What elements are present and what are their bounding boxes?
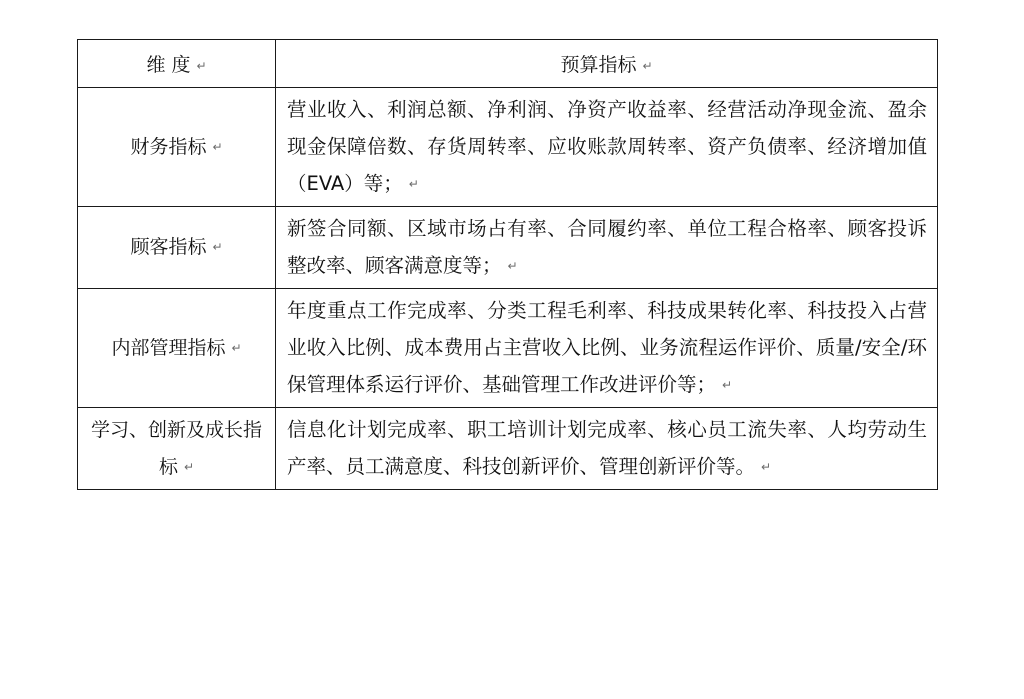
paragraph-mark-icon: ↵ [183, 459, 195, 474]
paragraph-mark-icon: ↵ [196, 58, 207, 73]
table-row-customer [78, 207, 938, 289]
paragraph-mark-icon: ↵ [761, 460, 772, 474]
indicator-text: 营业收入、利润总额、净利润、净资产收益率、经营活动净现金流、盈余现金保障倍数、存货周转率、应收账款周转率、资产负债率、经济增加值（EVA）等； [287, 98, 927, 195]
paragraph-mark-icon: ↵ [408, 177, 419, 191]
dimension-label: 内部管理指标 [111, 336, 226, 359]
paragraph-mark-icon: ↵ [231, 340, 242, 355]
header-dimension-text: 维 度 [146, 54, 191, 76]
table-row-finance [78, 88, 938, 207]
paragraph-mark-icon: ↵ [722, 378, 733, 392]
paragraph-mark-icon: ↵ [212, 139, 223, 154]
paragraph-mark-icon: ↵ [212, 240, 223, 254]
dimension-cell [78, 88, 276, 207]
table-row-internal [78, 289, 938, 408]
table-row-learning [78, 408, 938, 490]
indicator-cell [276, 408, 938, 490]
dimension-label: 财务指标 [130, 135, 207, 158]
indicator-text: 新签合同额、区域市场占有率、合同履约率、单位工程合格率、顾客投诉整改率、顾客满意度等； [287, 217, 927, 277]
paragraph-mark-icon: ↵ [642, 58, 653, 73]
header-dimension [78, 40, 276, 88]
budget-indicator-table [77, 39, 938, 490]
indicator-cell [276, 289, 938, 408]
indicator-cell [276, 88, 938, 207]
paragraph-mark-icon: ↵ [507, 259, 518, 273]
header-indicator [276, 40, 938, 88]
dimension-cell [78, 207, 276, 289]
indicator-text: 信息化计划完成率、职工培训计划完成率、核心员工流失率、人均劳动生产率、员工满意度、科技创新评价、管理创新评价等。 [287, 418, 927, 478]
table-header-row [78, 40, 938, 88]
dimension-label: 学习、创新及成长指标 [90, 418, 262, 478]
indicator-text: 年度重点工作完成率、分类工程毛利率、科技成果转化率、科技投入占营业收入比例、成本费用占主营收入比例、业务流程运作评价、质量/安全/环保管理体系运行评价、基础管理工作改进评价等； [287, 299, 927, 396]
dimension-cell [78, 289, 276, 408]
dimension-label: 顾客指标 [130, 236, 207, 258]
dimension-cell [78, 408, 276, 490]
header-indicator-text: 预算指标 [560, 54, 637, 76]
indicator-cell [276, 207, 938, 289]
